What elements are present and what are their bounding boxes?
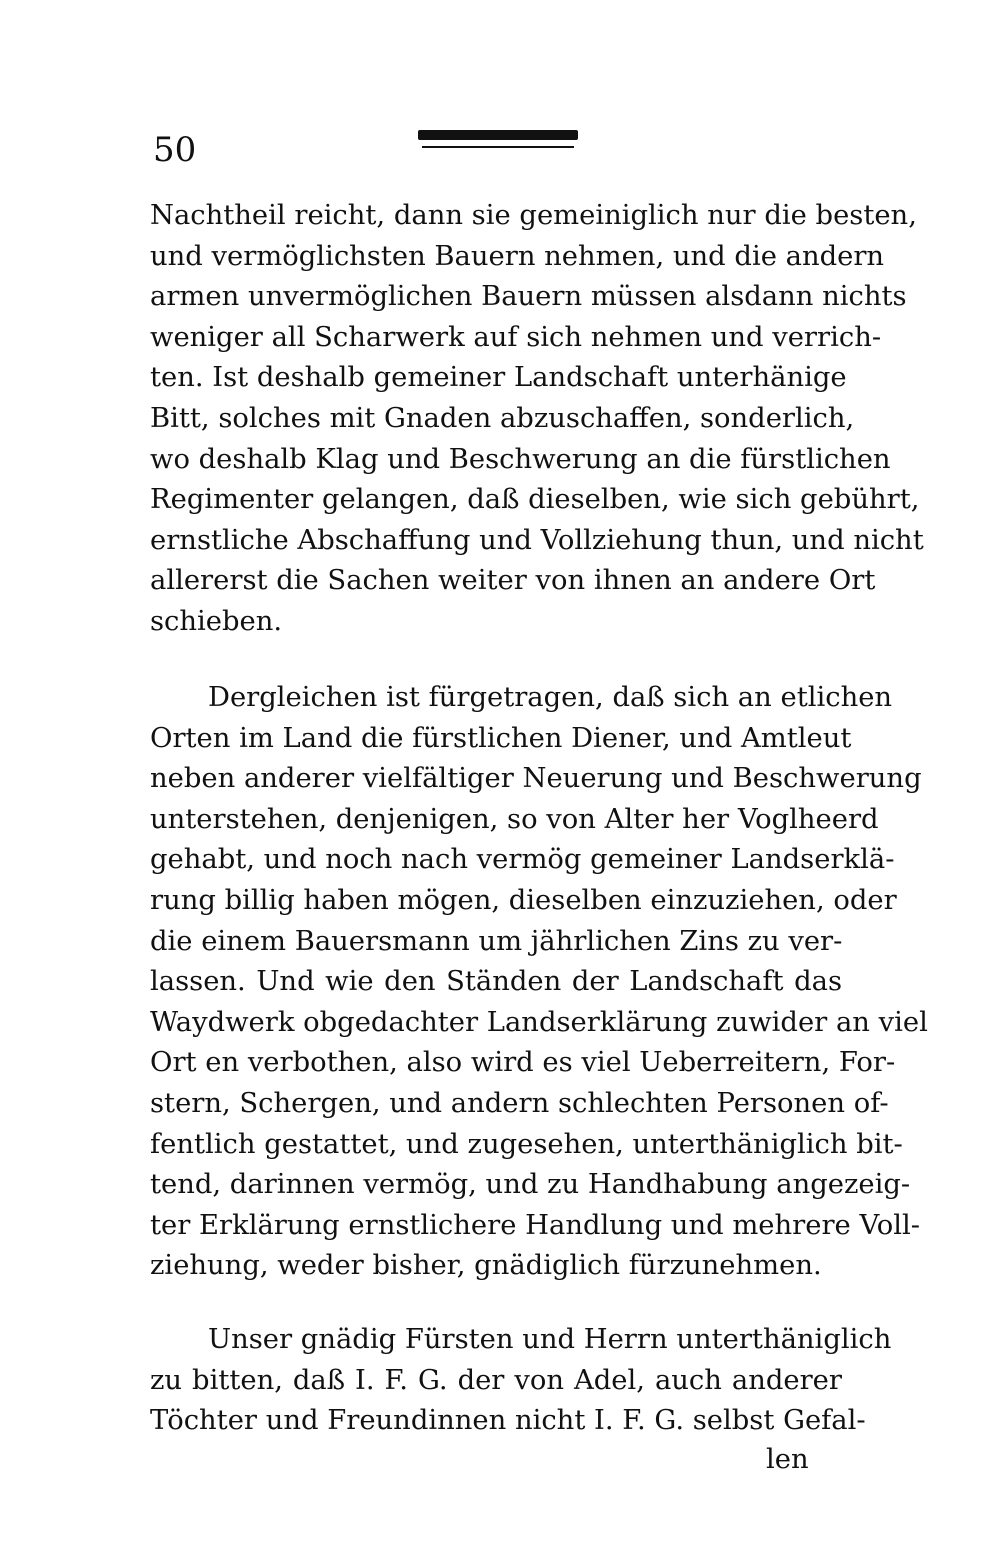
text-line: neben anderer vielfältiger Neuerung und Beschwerung [150, 763, 922, 795]
text-line: weniger all Scharwerk auf sich nehmen und verrich- [150, 321, 882, 353]
text-line: und vermöglichsten Bauern nehmen, und die andern [150, 240, 885, 272]
text-line: stern, Schergen, und andern schlechten Personen of- [150, 1087, 889, 1119]
text-line: Ort en verbothen, also wird es viel Ueberreitern, For- [150, 1047, 896, 1079]
text-line: lassen. Und wie den Ständen der Landschaft das [150, 966, 842, 998]
text-line: Unser gnädig Fürsten und Herrn unterthäniglich [208, 1324, 892, 1355]
header-rule [418, 130, 578, 148]
text-line: Töchter und Freundinnen nicht I. F. G. selbst Gefal- [150, 1405, 866, 1437]
text-line: ziehung, weder bisher, gnädiglich fürzunehmen. [150, 1250, 822, 1282]
text-line: Waydwerk obgedachter Landserklärung zuwider an viel [150, 1006, 928, 1038]
catchword: len [766, 1444, 809, 1475]
header-rule-thin [422, 146, 574, 148]
text-line: Orten im Land die fürstlichen Diener, und Amtleut [150, 722, 852, 754]
text-line: Regimenter gelangen, daß dieselben, wie sich gebührt, [150, 484, 920, 516]
text-line: ten. Ist deshalb gemeiner Landschaft unterhänige [150, 362, 847, 394]
text-line: wo deshalb Klag und Beschwerung an die fürstlichen [150, 443, 891, 475]
text-line: unterstehen, denjenigen, so von Alter her Voglheerd [150, 803, 879, 835]
text-line: rung billig haben mögen, dieselben einzuziehen, oder [150, 884, 897, 916]
text-line: ernstliche Abschaffung und Vollziehung thun, und nicht [150, 524, 924, 556]
text-line: schieben. [150, 605, 283, 637]
text-line: ter Erklärung ernstlichere Handlung und mehrere Voll- [150, 1209, 920, 1241]
text-line: Dergleichen ist fürgetragen, daß sich an etlichen [208, 682, 893, 713]
paragraph-2 [150, 678, 928, 1287]
paragraph-3 [150, 1320, 892, 1442]
text-line: Bitt, solches mit Gnaden abzuschaffen, sonderlich, [150, 402, 855, 434]
header-rule-thick [418, 130, 578, 140]
text-line: gehabt, und noch nach vermög gemeiner Landserklä- [150, 844, 895, 876]
paragraph-1 [150, 196, 924, 643]
text-line: armen unvermöglichen Bauern müssen alsdann nichts [150, 281, 907, 313]
page-number: 50 [153, 130, 197, 170]
text-line: zu bitten, daß I. F. G. der von Adel, auch anderer [150, 1364, 842, 1396]
text-line: allererst die Sachen weiter von ihnen an andere Ort [150, 565, 876, 597]
text-line: Nachtheil reicht, dann sie gemeiniglich nur die besten, [150, 200, 917, 231]
text-line: die einem Bauersmann um jährlichen Zins zu ver- [150, 925, 843, 957]
text-line: fentlich gestattet, und zugesehen, unterthäniglich bit- [150, 1128, 903, 1160]
text-line: tend, darinnen vermög, und zu Handhabung angezeig- [150, 1169, 911, 1201]
